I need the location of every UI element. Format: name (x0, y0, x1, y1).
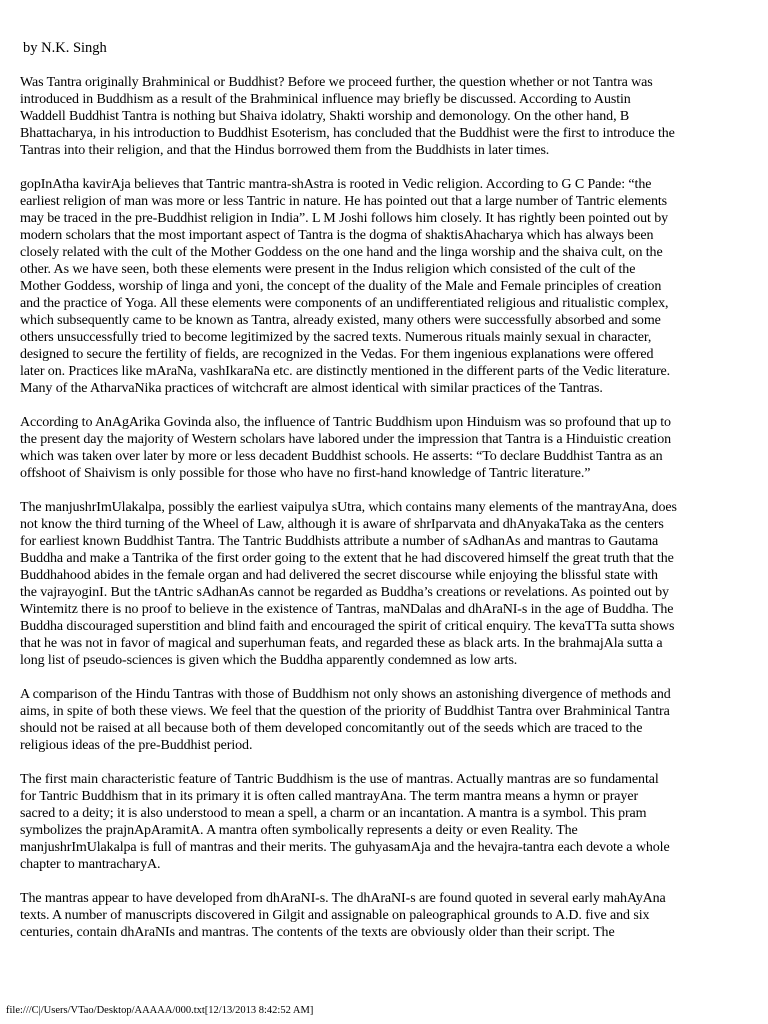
paragraph-line: that he was not in favor of magical and superhuman feats, and regarded these as black arts. In the brahmajAla sutta a (20, 636, 663, 651)
paragraph-line: Buddha discouraged superstition and blind faith and encouraged the spirit of critical enquiry. The kevaTTa sutta shows (20, 619, 675, 634)
paragraph-line: Waddell Buddhist Tantra is nothing but Shaiva idolatry, Shakti worship and demonology. On the other hand, B (20, 109, 630, 124)
paragraph-line: modern scholars that the most important aspect of Tantra is the dogma of shaktisAhacharya which has always been (20, 228, 654, 243)
paragraph-line: should not be raised at all because both of them developed concomitantly out of the seeds which are traced to the (20, 721, 643, 736)
document-page (20, 40, 768, 958)
paragraph-line: long list of pseudo-sciences is given which the Buddha apparently condemned as low arts. (20, 653, 518, 668)
paragraph-line: Mother Goddess, worship of linga and yoni, the concept of the duality of the Male and Female principles of creation (20, 279, 662, 294)
paragraph-3 (20, 414, 768, 482)
paragraph-line: the vajrayoginI. But the tAntric sAdhanAs cannot be regarded as Buddha’s creations or revelations. As pointed out by (20, 585, 669, 600)
paragraph-line: symbolizes the prajnApAramitA. A mantra often symbolically represents a deity or even Reality. The (20, 823, 578, 838)
paragraph-line: sacred to a deity; it is also understood to mean a spell, a charm or an incantation. A mantra is a symbol. This pram (20, 806, 647, 821)
paragraph-line: chapter to mantracharyA. (20, 857, 161, 872)
paragraph-line: Tantras into their religion, and that the Hindus borrowed them from the Buddhists in later times. (20, 143, 550, 158)
paragraph-4 (20, 499, 768, 669)
paragraph-line: Many of the AtharvaNika practices of witchcraft are almost identical with similar practices of the Tantras. (20, 381, 603, 396)
paragraph-line: later on. Practices like mAraNa, vashIkaraNa etc. are distinctly mentioned in the different parts of the Vedic literature. (20, 364, 671, 379)
paragraph-line: which was taken over later by more or less decadent Buddhist schools. He asserts: “To declare Buddhist Tantra as an (20, 449, 663, 464)
paragraph-line: Buddha and make a Tantrika of the first order going to the extent that he had discovered himself the great truth that the (20, 551, 674, 566)
paragraph-line: offshoot of Shaivism is only possible for those who have no first-hand knowledge of Tantric literature.” (20, 466, 591, 481)
paragraph-line: gopInAtha kavirAja believes that Tantric mantra-shAstra is rooted in Vedic religion. According to G C Pande: “the (20, 177, 652, 192)
paragraph-line: centuries, contain dhAraNIs and mantras. The contents of the texts are obviously older than their script. The (20, 925, 615, 940)
paragraph-line: The mantras appear to have developed from dhAraNI-s. The dhAraNI-s are found quoted in several early mahAyAna (20, 891, 666, 906)
paragraph-line: not know the third turning of the Wheel of Law, although it is aware of shrIparvata and dhAnyakaTaka as the centers (20, 517, 664, 532)
paragraph-line: which subsequently came to be known as Tantra, already existed, many others were successfully absorbed and some (20, 313, 661, 328)
file-path-footer: file:///C|/Users/VTao/Desktop/AAAAA/000.txt[12/13/2013 8:42:52 AM] (6, 1005, 314, 1016)
paragraph-line: for earliest known Buddhist Tantra. The Tantric Buddhists attribute a number of sAdhanAs and mantras to Gautama (20, 534, 659, 549)
paragraph-line: A comparison of the Hindu Tantras with those of Buddhism not only shows an astonishing divergence of methods and (20, 687, 671, 702)
paragraph-line: Bhattacharya, in his introduction to Buddhist Esoterism, has concluded that the Buddhist were the first to introduce the (20, 126, 675, 141)
paragraph-line: the present day the majority of Western scholars have labored under the impression that Tantra is a Hinduistic creation (20, 432, 672, 447)
paragraph-line: Buddhahood abides in the female organ and had delivered the secret discourse while enjoying the blissful state with (20, 568, 658, 583)
paragraph-line: earliest religion of man was more or less Tantric in nature. He has pointed out that a large number of Tantric elements (20, 194, 668, 209)
paragraph-6 (20, 771, 768, 873)
paragraph-line: for Tantric Buddhism that in its primary it is often called mantrayAna. The term mantra means a hymn or prayer (20, 789, 639, 804)
paragraph-line: Was Tantra originally Brahminical or Buddhist? Before we proceed further, the question whether or not Tantra was (20, 75, 653, 90)
paragraph-line: The manjushrImUlakalpa, possibly the earliest vaipulya sUtra, which contains many elements of the mantrayAna, does (20, 500, 677, 515)
paragraph-line: others unsuccessfully tried to become legitimized by the sacred texts. Numerous rituals mainly sexual in character, (20, 330, 652, 345)
paragraph-1 (20, 74, 768, 159)
paragraph-2 (20, 176, 768, 397)
paragraph-line: introduced in Buddhism as a result of the Brahminical influence may briefly be discussed. According to Austin (20, 92, 631, 107)
paragraph-line: designed to secure the fertility of fields, are recognized in the Vedas. For them ingenious explanations were offered (20, 347, 654, 362)
paragraph-line: According to AnAgArika Govinda also, the influence of Tantric Buddhism upon Hinduism was so profound that up to (20, 415, 671, 430)
paragraph-line: religious ideas of the pre-Buddhist period. (20, 738, 253, 753)
paragraph-line: manjushrImUlakalpa is full of mantras and their merits. The guhyasamAja and the hevajra-tantra each devote a whole (20, 840, 670, 855)
paragraph-line: texts. A number of manuscripts discovered in Gilgit and assignable on paleographical grounds to A.D. five and six (20, 908, 650, 923)
paragraph-line: Wintemitz there is no proof to believe in the existence of Tantras, maNDalas and dhAraNI-s in the age of Buddha. The (20, 602, 674, 617)
paragraph-line: closely related with the cult of the Mother Goddess on the one hand and the linga worship and the shaiva cult, on the (20, 245, 663, 260)
paragraph-line: aims, in spite of both these views. We feel that the question of the priority of Buddhist Tantra over Brahminical Tantra (20, 704, 670, 719)
paragraph-line: The first main characteristic feature of Tantric Buddhism is the use of mantras. Actually mantras are so fundamental (20, 772, 659, 787)
paragraph-5 (20, 686, 768, 754)
paragraph-line: and the practice of Yoga. All these elements were components of an undifferentiated religious and ritualistic complex, (20, 296, 669, 311)
paragraph-line: other. As we have seen, both these elements were present in the Indus religion which consisted of the cult of the (20, 262, 636, 277)
author-byline: by N.K. Singh (23, 40, 107, 56)
paragraph-7 (20, 890, 768, 941)
paragraph-line: may be traced in the pre-Buddhist religion in India”. L M Joshi follows him closely. It has rightly been pointed out by (20, 211, 669, 226)
